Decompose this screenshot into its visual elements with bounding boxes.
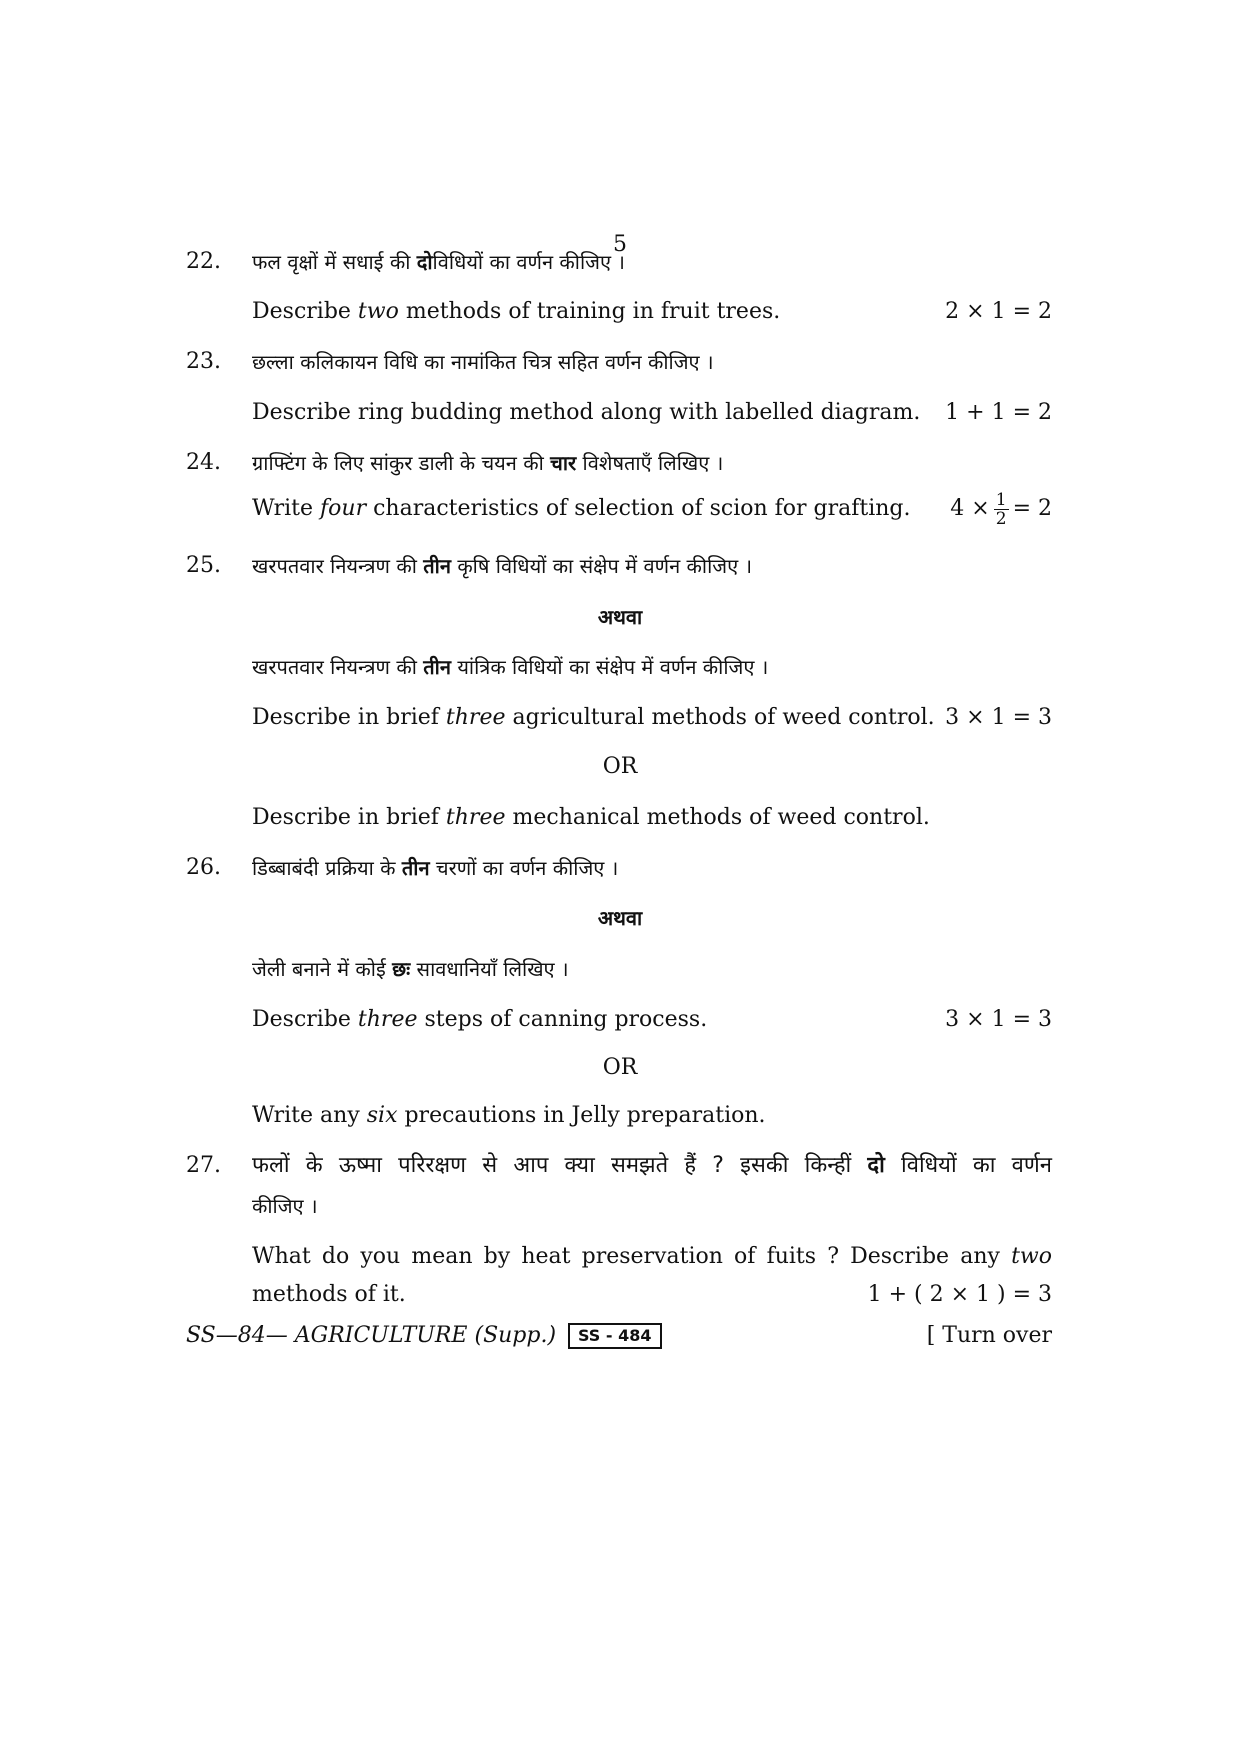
- page-number: 5: [613, 232, 627, 257]
- q25-or-english: OR: [602, 754, 638, 779]
- q25-hindi-text-1: खरपतवार नियन्त्रण की तीन कृषि विधियों का संक्षेप में वर्णन कीजिए ।: [252, 554, 753, 578]
- q24-hindi-text: ग्राफ्टिंग के लिए सांकुर डाली के चयन की चार विशेषताएँ लिखिए ।: [252, 451, 724, 475]
- q27-marks: 1 + ( 2 × 1 ) = 3: [867, 1282, 1052, 1307]
- q23-english-text: Describe ring budding method along with labelled diagram.: [252, 400, 921, 425]
- q26-english-text-1: Describe three steps of canning process.: [252, 1007, 708, 1032]
- q26-or-english: OR: [602, 1055, 638, 1080]
- q26-or-hindi: अथवा: [597, 906, 643, 930]
- q27-english-text-2: methods of it.: [252, 1282, 406, 1307]
- q24-english-text: Write four characteristics of selection of scion for grafting.: [252, 496, 911, 521]
- question-number-27: 27.: [186, 1153, 221, 1178]
- q27-english-text-1: What do you mean by heat preservation of fuits ? Describe any two: [252, 1244, 1052, 1269]
- q26-hindi-text-1: डिब्बाबंदी प्रक्रिया के तीन चरणों का वर्णन कीजिए ।: [252, 856, 619, 880]
- paper-code-box: SS - 484: [568, 1323, 662, 1349]
- question-number-22: 22.: [186, 249, 221, 274]
- q23-hindi-text: छल्ला कलिकायन विधि का नामांकित चित्र सहित वर्णन कीजिए ।: [252, 350, 714, 374]
- q27-hindi-text-1: फलों के ऊष्मा परिरक्षण से आप क्या समझते हैं ? इसकी किन्हीं दो विधियों का वर्णन: [252, 1153, 1053, 1178]
- q25-english-text-1: Describe in brief three agricultural methods of weed control.: [252, 705, 935, 730]
- fraction-half: $\frac{1}{2}$: [995, 489, 1007, 529]
- q24-marks: 4 × $\frac{1}{2}$ = 2: [950, 489, 1052, 529]
- question-number-26: 26.: [186, 855, 221, 880]
- q26-marks: 3 × 1 = 3: [945, 1007, 1052, 1032]
- q22-english-text: Describe two methods of training in fruit trees.: [252, 299, 781, 324]
- footer-subject: SS—84— AGRICULTURE (Supp.): [186, 1323, 557, 1348]
- q26-english-text-2: Write any six precautions in Jelly preparation.: [252, 1103, 766, 1128]
- q22-hindi-text: फल वृक्षों में सधाई की दोविधियों का वर्णन कीजिए ।: [252, 250, 625, 274]
- question-number-24: 24.: [186, 450, 221, 475]
- q25-english-text-2: Describe in brief three mechanical methods of weed control.: [252, 805, 930, 830]
- q22-marks: 2 × 1 = 2: [945, 299, 1052, 324]
- q26-hindi-text-2: जेली बनाने में कोई छः सावधानियाँ लिखिए ।: [252, 957, 569, 981]
- q23-marks: 1 + 1 = 2: [945, 400, 1052, 425]
- turn-over-text: [ Turn over: [926, 1323, 1052, 1348]
- question-number-25: 25.: [186, 553, 221, 578]
- question-number-23: 23.: [186, 349, 221, 374]
- q25-or-hindi: अथवा: [597, 605, 643, 629]
- q27-hindi-text-2: कीजिए ।: [252, 1194, 318, 1218]
- q25-hindi-text-2: खरपतवार नियन्त्रण की तीन यांत्रिक विधियों का संक्षेप में वर्णन कीजिए ।: [252, 655, 769, 679]
- q25-marks: 3 × 1 = 3: [945, 705, 1052, 730]
